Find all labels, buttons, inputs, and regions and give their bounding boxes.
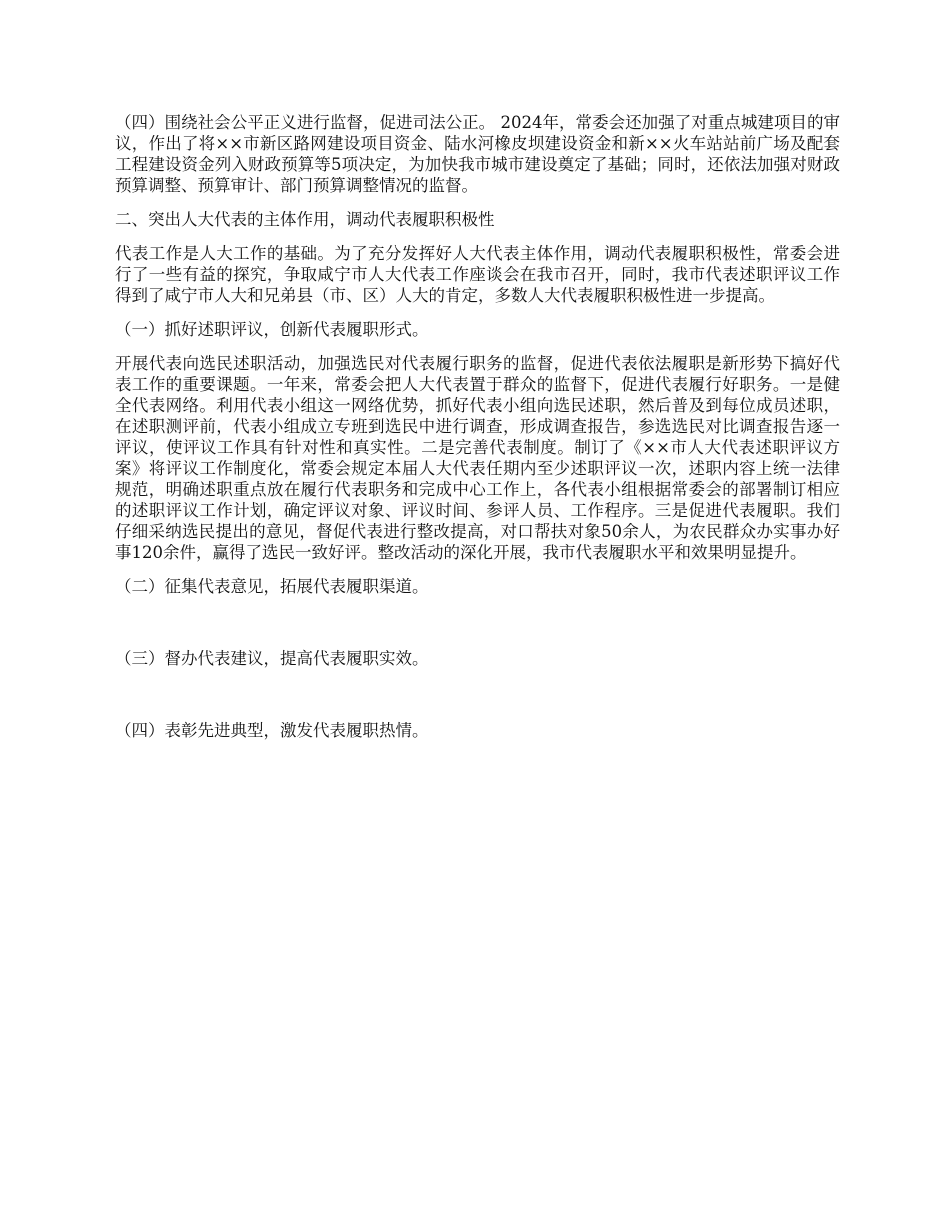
subheading-collect-opinions: （二）征集代表意见，拓展代表履职渠道。 — [115, 577, 429, 596]
document-body — [115, 112, 840, 754]
paragraph-deputy-work-intro: 代表工作是人大工作的基础。为了充分发挥好人大代表主体作用，调动代表履职积极性，常委会进行了一些有益的探究，争取咸宁市人大代表工作座谈会在我市召开，同时，我市代表述职评议工作得到了咸宁市人大和兄弟县（市、区）人大的肯定，多数人大代表履职积极性进一步提高。 — [115, 244, 840, 305]
section-heading-deputies-role: 二、突出人大代表的主体作用，调动代表履职积极性 — [115, 210, 495, 229]
subheading-work-report-review: （一）抓好述职评议，创新代表履职形式。 — [115, 320, 429, 339]
paragraph-work-report-review: 开展代表向选民述职活动，加强选民对代表履行职务的监督，促进代表依法履职是新形势下搞好代表工作的重要课题。一年来，常委会把人大代表置于群众的监督下，促进代表履行好职务。一是健全代表网络。利用代表小组这一网络优势，抓好代表小组向选民述职，然后普及到每位成员述职，在述职测评前，代表小组成立专班到选民中进行调查，形成调查报告，参选选民对比调查报告逐一评议，使评议工作具有针对性和真实性。二是完善代表制度。制订了《××市人大代表述职评议方案》将评议工作制度化，常委会规定本届人大代表任期内至少述职评议一次，述职内容上统一法律规范，明确述职重点放在履行代表职务和完成中心工作上，各代表小组根据常委会的部署制订相应的述职评议工作计划，确定评议对象、评议时间、参评人员、工作程序。三是促进代表履职。我们仔细采纳选民提出的意见，督促代表进行整改提高，对口帮扶对象50余人，为农民群众办实事办好事120余件，赢得了选民一致好评。整改活动的深化开展，我市代表履职水平和效果明显提升。 — [115, 354, 840, 562]
subheading-commend-models: （四）表彰先进典型，激发代表履职热情。 — [115, 721, 429, 740]
subheading-supervise-suggestions: （三）督办代表建议，提高代表履职实效。 — [115, 649, 429, 668]
paragraph-judicial-supervision: （四）围绕社会公平正义进行监督，促进司法公正。 2024年，常委会还加强了对重点城建项目的审议，作出了将××市新区路网建设项目资金、陆水河橡皮坝建设资金和新××火车站站前广场及配套工程建设资金列入财政预算等5项决定，为加快我市城市建设奠定了基础；同时，还依法加强对财政预算调整、预算审计、部门预算调整情况的监督。 — [115, 113, 840, 195]
